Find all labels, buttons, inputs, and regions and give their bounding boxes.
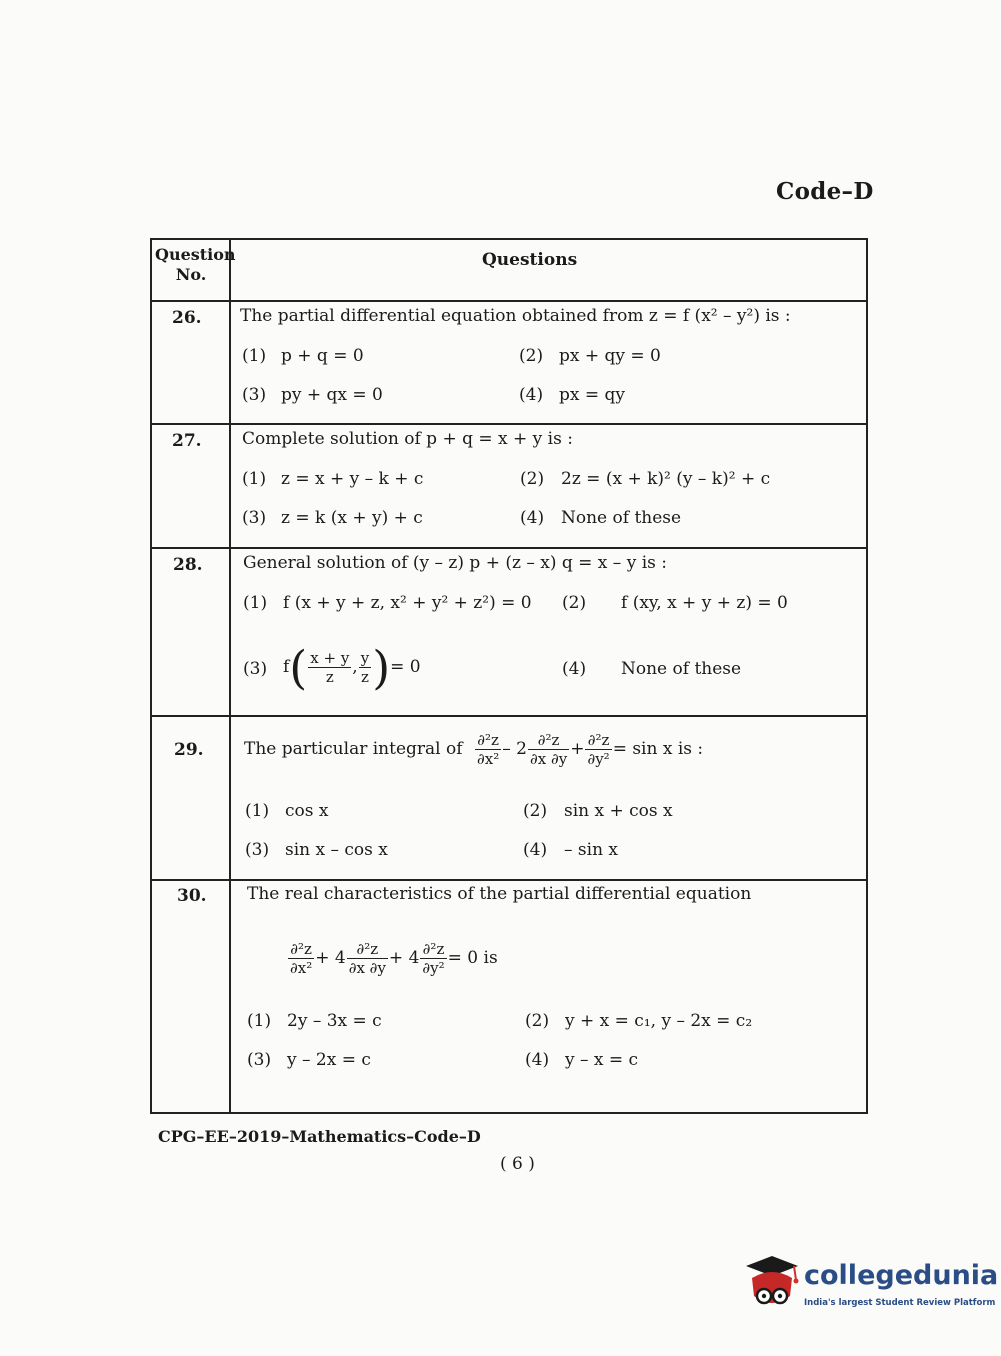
questions-table xyxy=(150,238,868,1114)
option-text: py + qx = 0 xyxy=(281,385,383,405)
option-label: (1) xyxy=(247,1011,272,1031)
option-text: None of these xyxy=(621,659,742,679)
option-text: – sin x xyxy=(564,840,619,860)
question-text: The real characteristics of the partial differential equation xyxy=(247,884,752,904)
collegedunia-logo[interactable] xyxy=(742,1250,999,1318)
row-divider xyxy=(152,300,866,302)
option-text: 2y – 3x = c xyxy=(287,1011,382,1031)
column-header-questions: Questions xyxy=(482,250,578,270)
option-label: (3) xyxy=(245,840,270,860)
option-label: (2) xyxy=(562,593,587,613)
footer-paper-code: CPG–EE–2019–Mathematics–Code–D xyxy=(158,1127,481,1146)
option-text: sin x + cos x xyxy=(564,801,673,821)
option-text: None of these xyxy=(561,508,682,528)
question-number: 27. xyxy=(172,431,202,451)
paper-code: Code–D xyxy=(776,178,874,205)
option-label: (2) xyxy=(525,1011,550,1031)
option-label: (1) xyxy=(242,346,267,366)
option-label: (2) xyxy=(519,346,544,366)
option-text: y + x = c₁, y – 2x = c₂ xyxy=(565,1011,753,1031)
column-header-question-no: Question No. xyxy=(155,245,236,284)
column-divider xyxy=(229,240,231,1112)
option-label: (3) xyxy=(243,659,268,679)
question-text: Complete solution of p + q = x + y is : xyxy=(242,429,573,449)
option-label: (3) xyxy=(247,1050,272,1070)
option-text: p + q = 0 xyxy=(281,346,364,366)
row-divider xyxy=(152,547,866,549)
fraction: $\frac{y}{z}$ xyxy=(360,649,370,686)
option-label: (4) xyxy=(525,1050,550,1070)
question-number: 28. xyxy=(173,555,203,575)
question-number: 30. xyxy=(177,886,207,906)
option-text: cos x xyxy=(285,801,329,821)
option-label: (4) xyxy=(562,659,587,679)
option-text: y – x = c xyxy=(565,1050,639,1070)
option-text: px = qy xyxy=(559,385,626,405)
student-mascot-icon xyxy=(742,1252,802,1316)
option-label: (3) xyxy=(242,385,267,405)
page-number: ( 6 ) xyxy=(500,1154,535,1174)
option-label: (4) xyxy=(519,385,544,405)
logo-title: collegedunia xyxy=(804,1260,999,1291)
question-number: 29. xyxy=(174,740,204,760)
row-divider xyxy=(152,879,866,881)
option-text: z = k (x + y) + c xyxy=(281,508,423,528)
option-text: y – 2x = c xyxy=(287,1050,371,1070)
option-text: f (x + y + z, x² + y² + z²) = 0 xyxy=(283,593,532,613)
option-text: z = x + y – k + c xyxy=(281,469,424,489)
question-text: The particular integral of xyxy=(244,739,463,759)
row-divider xyxy=(152,423,866,425)
fraction: $\frac{\text{∂²z}}{\text{∂x²}}$ xyxy=(290,940,313,977)
option-label: (4) xyxy=(523,840,548,860)
fraction: $\frac{\text{∂²z}}{\text{∂y²}}$ xyxy=(587,731,610,768)
option-label: (4) xyxy=(520,508,545,528)
option-text: f (xy, x + y + z) = 0 xyxy=(621,593,788,613)
row-divider xyxy=(152,715,866,717)
option-formula: f( $\frac{x + y}{z}$ , $\frac{y}{z}$ )= 0 xyxy=(283,640,421,695)
logo-tagline: India's largest Student Review Platform xyxy=(804,1298,996,1308)
option-label: (1) xyxy=(242,469,267,489)
fraction: $\frac{\text{∂²z}}{\text{∂x²}}$ xyxy=(477,731,500,768)
option-label: (1) xyxy=(245,801,270,821)
fraction: $\frac{\text{∂²z}}{\text{∂y²}}$ xyxy=(422,940,445,977)
question-text: The partial differential equation obtained from z = f (x² – y²) is : xyxy=(240,306,791,326)
option-label: (3) xyxy=(242,508,267,528)
option-text: px + qy = 0 xyxy=(559,346,661,366)
fraction: $\frac{\text{∂²z}}{\partial x \partial y}$ xyxy=(348,940,386,977)
option-text: sin x – cos x xyxy=(285,840,388,860)
option-label: (1) xyxy=(243,593,268,613)
pde-equation: $\frac{\text{∂²z}}{\text{∂x²}}$ + 4 $\frac{\text{∂²z}}{\partial x \partial y}$ + 4 $\frac{\text{∂²z}}{\text{∂y²}}$ = 0 is xyxy=(290,940,498,977)
option-label: (2) xyxy=(520,469,545,489)
option-text: 2z = (x + k)² (y – k)² + c xyxy=(561,469,771,489)
question-text: General solution of (y – z) p + (z – x) q = x – y is : xyxy=(243,553,668,573)
option-label: (2) xyxy=(523,801,548,821)
fraction: $\frac{\text{∂²z}}{\partial x \partial y}$ xyxy=(529,731,568,768)
question-number: 26. xyxy=(172,308,202,328)
fraction: $\frac{x + y}{z}$ xyxy=(310,649,350,686)
pde-equation: $\frac{\text{∂²z}}{\text{∂x²}}$ – 2 $\frac{\text{∂²z}}{\partial x \partial y}$ + $\frac{\text{∂²z}}{\text{∂y²}}$ = sin x is : xyxy=(477,731,704,768)
